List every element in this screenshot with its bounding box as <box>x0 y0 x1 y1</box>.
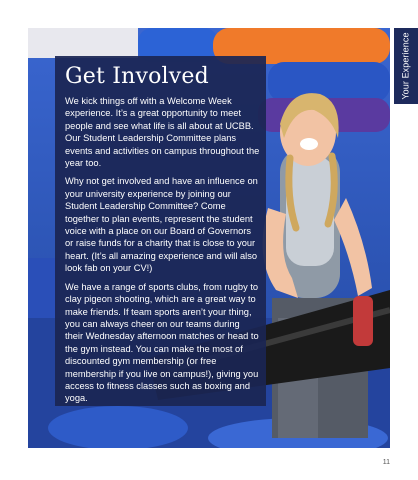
paragraph-leadership: Why not get involved and have an influence on your university experience by joining our Student Leadership Committee? Come together to plan events, represent the student voice with a place on our Board of Governors or raise funds for a charity that is close to your heart. (It’s all amazing experience and will also look fab on your CV!) <box>65 176 258 274</box>
paragraph-welcome: We kick things off with a Welcome Week experience. It’s a great opportunity to meet people and see what life is all about at UCBB. Our Student Leadership Committee plans events and activities on campus throughout the year too. <box>65 96 260 169</box>
section-side-tab-label: Your Experience <box>401 32 411 100</box>
page-number: 11 <box>382 459 390 466</box>
section-side-tab <box>394 28 418 104</box>
content-panel <box>55 56 266 406</box>
page-title: Get Involved <box>65 64 209 89</box>
inflatable-tube <box>268 62 390 102</box>
paragraph-sports: We have a range of sports clubs, from rugby to clay pigeon shooting, which are a great way to make friends. If team sports aren’t your thing, you can always cheer on our teams during their Wednesday afternoon matches or head to the gym instead. You can make the most of discounted gym membership (or free membership if you live on campus!), giving you access to fitness classes such as boxing and yoga. <box>65 281 259 404</box>
